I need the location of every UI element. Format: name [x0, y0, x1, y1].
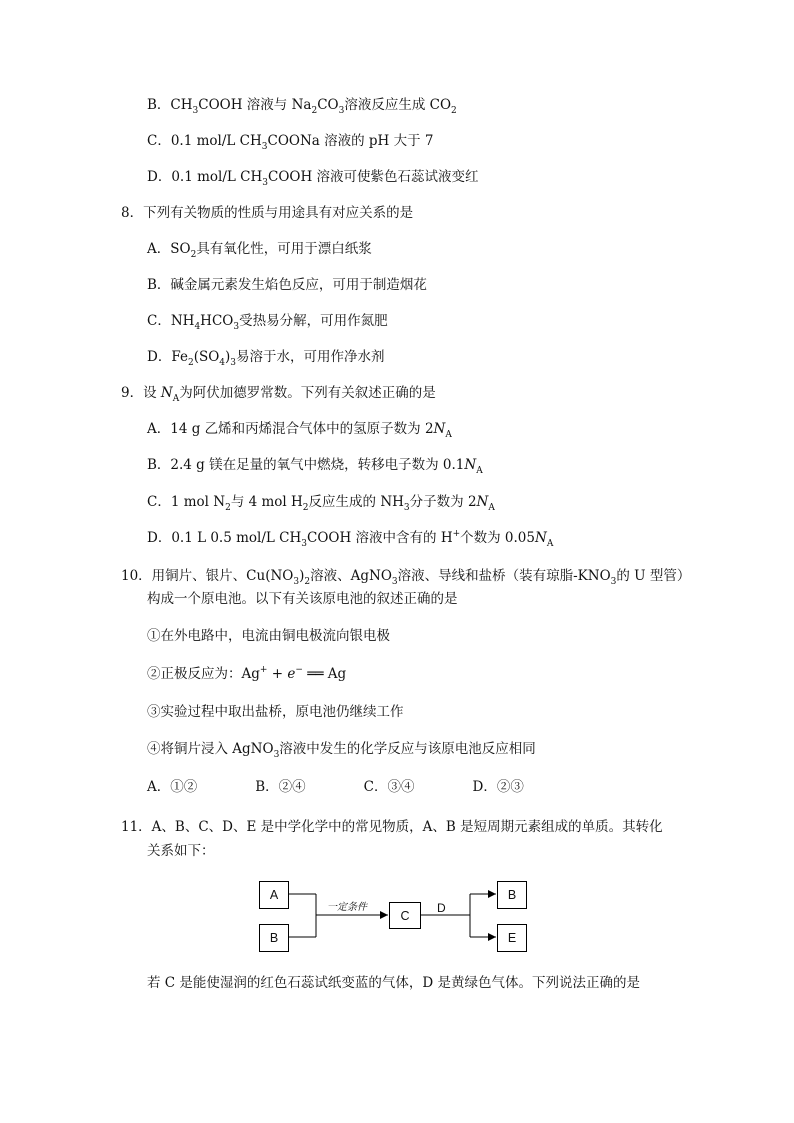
q10-stem-line1: 10．用铜片、银片、$Cu(NO_3)_2$溶液、AgNO$_3$溶液、导线和盐桥（装有琼脂$-KNO_3$的 U 型管） — [121, 568, 691, 587]
node-b2: B — [497, 881, 527, 909]
q9-option-a: A．14 g 乙烯和丙烯混合气体中的氢原子数为 $2N_A$ — [147, 421, 452, 440]
node-e: E — [497, 924, 527, 952]
reagent-d-label: D — [437, 901, 446, 915]
q10-statement-2: ②正极反应为：Ag+ + e− ══ Ag — [147, 665, 347, 682]
q8-option-a: A．$SO_2$具有氧化性，可用于漂白纸浆 — [147, 241, 372, 260]
q10-stem-line2: 构成一个原电池。以下有关该原电池的叙述正确的是 — [147, 591, 458, 607]
q9-option-d: D．0.1 L 0.5 mol/L $CH_3COOH$ 溶液中含有的 H+个数为 $0.05N_A$ — [147, 529, 554, 549]
q9-option-c: C．1 mol $N_2$与 4 mol $H_2$反应生成的 $NH_3$分子数为 $2N_A$ — [147, 494, 495, 513]
q8-stem: 8．下列有关物质的性质与用途具有对应关系的是 — [121, 205, 414, 221]
q11-stem-line3: 若 C 是能使湿润的红色石蕊试纸变蓝的气体，D 是黄绿色气体。下列说法正确的是 — [147, 975, 641, 991]
q7-option-c: C．0.1 mol/L $CH_3COONa$ 溶液的 pH 大于 7 — [147, 133, 434, 152]
q10-statement-3: ③实验过程中取出盐桥，原电池仍继续工作 — [147, 704, 404, 720]
arrowhead-c — [380, 911, 388, 919]
node-b: B — [259, 924, 289, 952]
q10-choice-b: B．②④ — [255, 779, 306, 795]
q10-choice-a: A．①② — [147, 779, 198, 795]
node-c: C — [389, 902, 421, 929]
arrowhead-b2 — [488, 890, 496, 898]
q7-option-b: B．$CH_3COOH$ 溶液与 $Na_2CO_3$溶液反应生成 $CO_2$ — [147, 97, 457, 116]
q10-statement-4: ④将铜片浸入 AgNO$_3$溶液中发生的化学反应与该原电池反应相同 — [147, 741, 536, 760]
q10-choices — [147, 778, 524, 796]
arrowhead-e — [488, 933, 496, 941]
q10-choice-d: D．②③ — [472, 779, 524, 795]
q8-option-d: D．$Fe_2(SO_4)_3$易溶于水，可用作净水剂 — [147, 349, 385, 368]
q10-statement-1: ①在外电路中，电流由铜电极流向银电极 — [147, 628, 390, 644]
q11-stem-line1: 11．A、B、C、D、E 是中学化学中的常见物质，A、B 是短周期元素组成的单质。其转化 — [121, 819, 663, 835]
condition-label: 一定条件 — [327, 902, 367, 913]
q9-stem: 9．设 $N_A$为阿伏加德罗常数。下列有关叙述正确的是 — [121, 385, 436, 404]
q9-option-b: B．2.4 g 镁在足量的氧气中燃烧，转移电子数为 $0.1N_A$ — [147, 457, 483, 476]
q8-option-c: C．$NH_4HCO_3$受热易分解，可用作氮肥 — [147, 313, 388, 332]
q10-choice-c: C．③④ — [363, 779, 415, 795]
node-a: A — [259, 881, 289, 909]
q11-stem-line2: 关系如下： — [147, 843, 215, 859]
q8-option-b: B．碱金属元素发生焰色反应，可用于制造烟花 — [147, 277, 427, 293]
q7-option-d: D．0.1 mol/L $CH_3COOH$ 溶液可使紫色石蕊试液变红 — [147, 169, 479, 188]
